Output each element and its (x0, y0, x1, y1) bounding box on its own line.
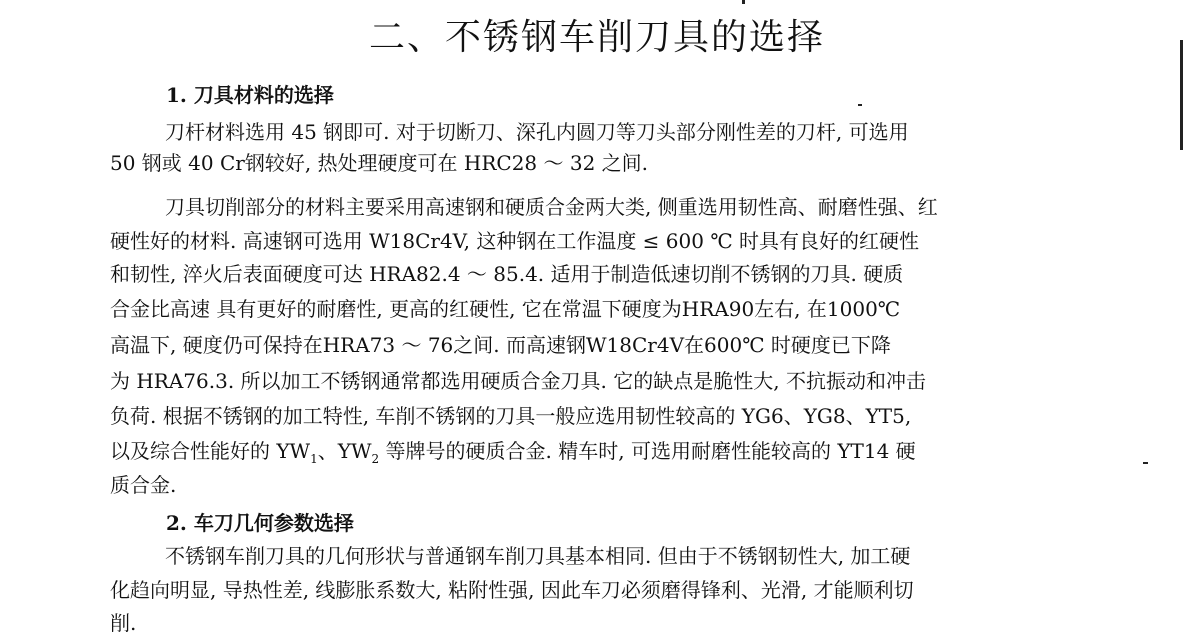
subscript: 2 (371, 452, 380, 466)
paragraph-line: 合金比高速 具有更好的耐磨性, 更高的红硬性, 它在常温下硬度为HRA90左右, 在1000℃ (110, 297, 901, 321)
paragraph-line: 刀杆材料选用 45 钢即可. 对于切断刀、深孔内圆刀等刀头部分刚性差的刀杆, 可选用 (165, 120, 909, 144)
subscript: 1 (310, 452, 318, 466)
paragraph-line: 不锈钢车削刀具的几何形状与普通钢车削刀具基本相同. 但由于不锈钢韧性大, 加工硬 (165, 544, 911, 568)
section-heading-tool-material: 1. 刀具材料的选择 (166, 83, 334, 107)
paragraph-line: 为 HRA76.3. 所以加工不锈钢通常都选用硬质合金刀具. 它的缺点是脆性大, 不抗振动和冲击 (110, 369, 926, 393)
paragraph-line: 高温下, 硬度仍可保持在HRA73 ～ 76之间. 而高速钢W18Cr4V在600℃ 时硬度已下降 (110, 333, 891, 357)
paragraph-line (110, 436, 1120, 466)
paragraph-line: 化趋向明显, 导热性差, 线膨胀系数大, 粘附性强, 因此车刀必须磨得锋利、光滑, 才能顺利切 (110, 578, 914, 602)
scan-speck (1143, 462, 1148, 464)
paragraph-line: 和韧性, 淬火后表面硬度可达 HRA82.4 ～ 85.4. 适用于制造低速切削不锈钢的刀具. 硬质 (110, 262, 904, 286)
scan-speck (742, 0, 745, 4)
text-segment: 、YW (317, 439, 372, 463)
scan-speck (858, 104, 862, 106)
text-segment: 等牌号的硬质合金. 精车时, 可选用耐磨性能较高的 YT14 硬 (379, 439, 916, 463)
paragraph-line: 硬性好的材料. 高速钢可选用 W18Cr4V, 这种钢在工作温度 ≤ 600 ℃ 时具有良好的红硬性 (110, 229, 920, 253)
paragraph-line: 负荷. 根据不锈钢的加工特性, 车削不锈钢的刀具一般应选用韧性较高的 YG6、YG8、YT5, (110, 404, 912, 428)
text-segment: 以及综合性能好的 YW (110, 439, 311, 463)
paragraph-line: 削. (110, 611, 137, 635)
paragraph-line: 50 钢或 40 Cr钢较好, 热处理硬度可在 HRC28 ～ 32 之间. (110, 151, 649, 175)
section-heading-geometry: 2. 车刀几何参数选择 (166, 511, 354, 535)
page-title: 二、不锈钢车削刀具的选择 (368, 17, 825, 58)
paragraph-line: 质合金. (110, 473, 177, 497)
paragraph-line: 刀具切削部分的材料主要采用高速钢和硬质合金两大类, 侧重选用韧性高、耐磨性强、红 (165, 195, 938, 219)
